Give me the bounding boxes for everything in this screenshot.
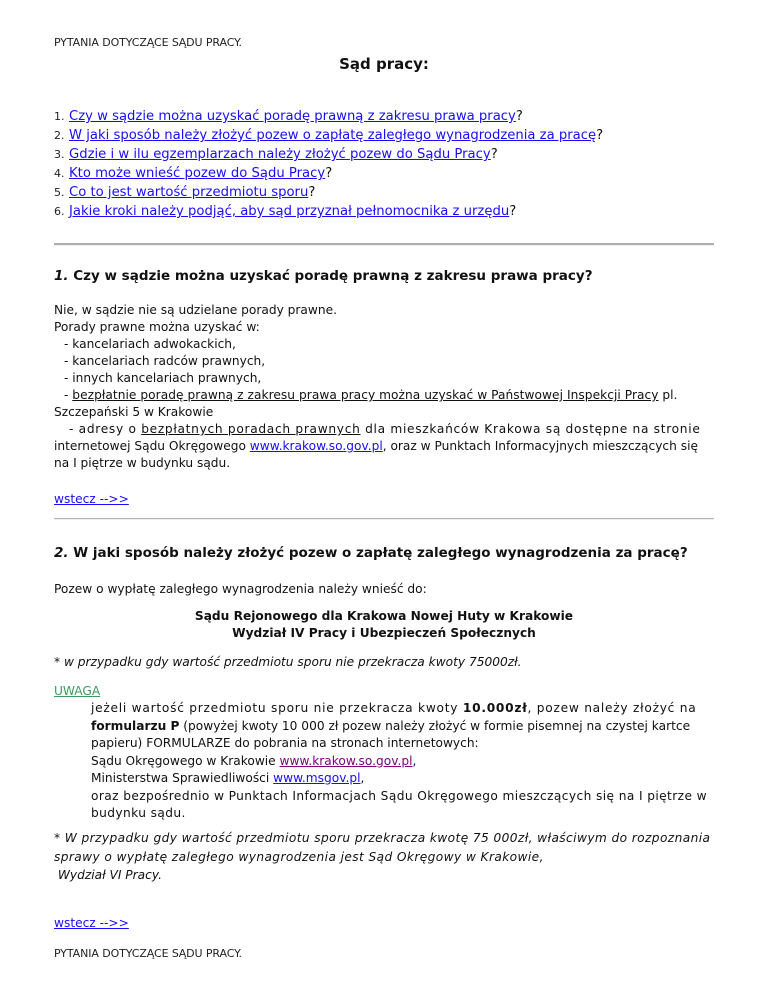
uwaga-line <box>91 770 714 788</box>
toc-number: 4. <box>54 167 65 180</box>
form-name: formularzu P <box>91 718 180 733</box>
toc-number: 2. <box>54 129 65 142</box>
answer-text: , oraz w Punktach Informacyjnych mieszczących się <box>382 439 698 453</box>
note-line: sprawy o wypłatę zaległego wynagrodzenia jest Sąd Okręgowy w Krakowie, <box>54 849 544 864</box>
list-item: - kancelariach adwokackich, <box>64 337 236 351</box>
back-link[interactable]: wstecz -->> <box>54 492 129 506</box>
toc-suffix: ? <box>308 185 316 200</box>
answer-text: dla mieszkańców Krakowa są dostępne na stronie <box>360 422 701 436</box>
note-line: * W przypadku gdy wartość przedmiotu sporu przekracza kwotę 75 000zł, właściwym do rozpoznania <box>54 831 711 845</box>
table-of-contents <box>54 107 603 221</box>
toc-suffix: ? <box>490 147 498 162</box>
toc-link[interactable]: Kto może wnieść pozew do Sądu Pracy <box>69 166 326 181</box>
divider <box>54 243 714 246</box>
note: * w przypadku gdy wartość przedmiotu sporu nie przekracza kwoty 75000zł. <box>54 655 522 669</box>
dash: - <box>64 388 73 402</box>
back-link-row <box>54 491 714 508</box>
question-1-heading <box>54 268 593 284</box>
uwaga-line <box>91 753 714 771</box>
uwaga-line <box>91 700 714 718</box>
page-title: Sąd pracy: <box>339 55 429 73</box>
answer-text: na I piętrze w budynku sądu. <box>54 456 231 470</box>
uwaga-line: budynku sądu. <box>91 806 186 820</box>
question-number: 2. <box>54 545 69 561</box>
question-title: Czy w sądzie można uzyskać poradę prawną z zakresu prawa pracy? <box>73 268 593 284</box>
uwaga-label-row <box>54 683 714 700</box>
toc-item <box>54 145 603 164</box>
toc-item <box>54 202 603 221</box>
krakow-so-link[interactable]: www.krakow.so.gov.pl <box>279 753 413 768</box>
amount: 10.000zł <box>462 701 528 715</box>
toc-link[interactable]: Jakie kroki należy podjąć, aby sąd przyznał pełnomocnika z urzędu <box>69 204 510 219</box>
back-link[interactable]: wstecz -->> <box>54 916 129 930</box>
krakow-so-link[interactable]: www.krakow.so.gov.pl <box>249 439 383 453</box>
running-footer: PYTANIA DOTYCZĄCE SĄDU PRACY. <box>54 947 242 960</box>
question-2-heading <box>54 545 688 561</box>
toc-number: 5. <box>54 186 65 199</box>
uwaga-line: papieru) FORMULARZE do pobrania na stronach internetowych: <box>91 736 479 750</box>
running-header: PYTANIA DOTYCZĄCE SĄDU PRACY. <box>54 36 242 49</box>
answer-text: internetowej Sądu Okręgowego <box>54 439 250 453</box>
toc-link[interactable]: W jaki sposób należy złożyć pozew o zapłatę zaległego wynagrodzenia za pracę <box>69 128 597 143</box>
answer-text: , <box>360 771 365 785</box>
question-number: 1. <box>54 268 69 284</box>
toc-suffix: ? <box>509 204 517 219</box>
toc-link[interactable]: Czy w sądzie można uzyskać poradę prawną z zakresu prawa pracy <box>69 109 516 124</box>
list-item <box>54 421 714 438</box>
answer-text: Porady prawne można uzyskać w: <box>54 320 260 334</box>
pip-link[interactable]: bezpłatnie poradę prawną z zakresu prawa pracy można uzyskać w Państwowej Inspekcji Pracy <box>72 388 659 402</box>
back-link-row <box>54 915 714 932</box>
toc-number: 1. <box>54 110 65 123</box>
note-line: Wydział VI Pracy. <box>54 868 162 882</box>
toc-item <box>54 126 603 145</box>
answer-text: pl. <box>658 388 678 402</box>
answer-text: (powyżej kwoty 10 000 zł pozew należy złożyć w formie pisemnej na czystej kartce <box>179 718 691 733</box>
list-item: - innych kancelariach prawnych, <box>64 371 262 385</box>
toc-suffix: ? <box>325 166 333 181</box>
toc-number: 6. <box>54 205 65 218</box>
list-item: - kancelariach radców prawnych, <box>64 354 266 368</box>
free-advice-link[interactable]: bezpłatnych poradach prawnych <box>141 422 361 436</box>
uwaga-text <box>91 700 714 823</box>
toc-item <box>54 183 603 202</box>
toc-number: 3. <box>54 148 65 161</box>
answer-text: Ministerstwa Sprawiedliwości <box>91 771 274 785</box>
toc-link[interactable]: Co to jest wartość przedmiotu sporu <box>69 185 309 200</box>
court-department: Wydział IV Pracy i Ubezpieczeń Społecznych <box>232 626 536 640</box>
toc-suffix: ? <box>515 109 523 124</box>
toc-item <box>54 164 603 183</box>
answer-text: - adresy o <box>69 422 142 436</box>
answer-text: Pozew o wypłatę zaległego wynagrodzenia należy wnieść do: <box>54 582 427 596</box>
divider <box>54 518 714 520</box>
answer-text: Sądu Okręgowego w Krakowie <box>91 753 280 768</box>
uwaga-line: oraz bezpośrednio w Punktach Informacjach Sądu Okręgowego mieszczących się na I piętrze w <box>91 788 707 803</box>
answer-text: , pozew należy złożyć na <box>527 701 697 715</box>
msgov-link[interactable]: www.msgov.pl <box>273 771 361 785</box>
list-item <box>54 387 714 404</box>
uwaga-label[interactable]: UWAGA <box>54 684 101 698</box>
answer-text: Szczepański 5 w Krakowie <box>54 405 214 419</box>
answer-1 <box>54 302 714 472</box>
toc-suffix: ? <box>596 128 604 143</box>
court-name: Sądu Rejonowego dla Krakowa Nowej Huty w Krakowie <box>194 609 574 623</box>
answer-text: Nie, w sądzie nie są udzielane porady prawne. <box>54 303 337 317</box>
uwaga-line <box>91 718 714 736</box>
answer-text: jeżeli wartość przedmiotu sporu nie przekracza kwoty <box>91 701 463 715</box>
toc-item <box>54 107 603 126</box>
answer-text: , <box>412 753 417 768</box>
toc-link[interactable]: Gdzie i w ilu egzemplarzach należy złożyć pozew do Sądu Pracy <box>69 147 491 162</box>
note-2 <box>54 829 714 885</box>
answer-text-row <box>54 438 714 455</box>
question-title: W jaki sposób należy złożyć pozew o zapłatę zaległego wynagrodzenia za pracę? <box>73 545 688 561</box>
